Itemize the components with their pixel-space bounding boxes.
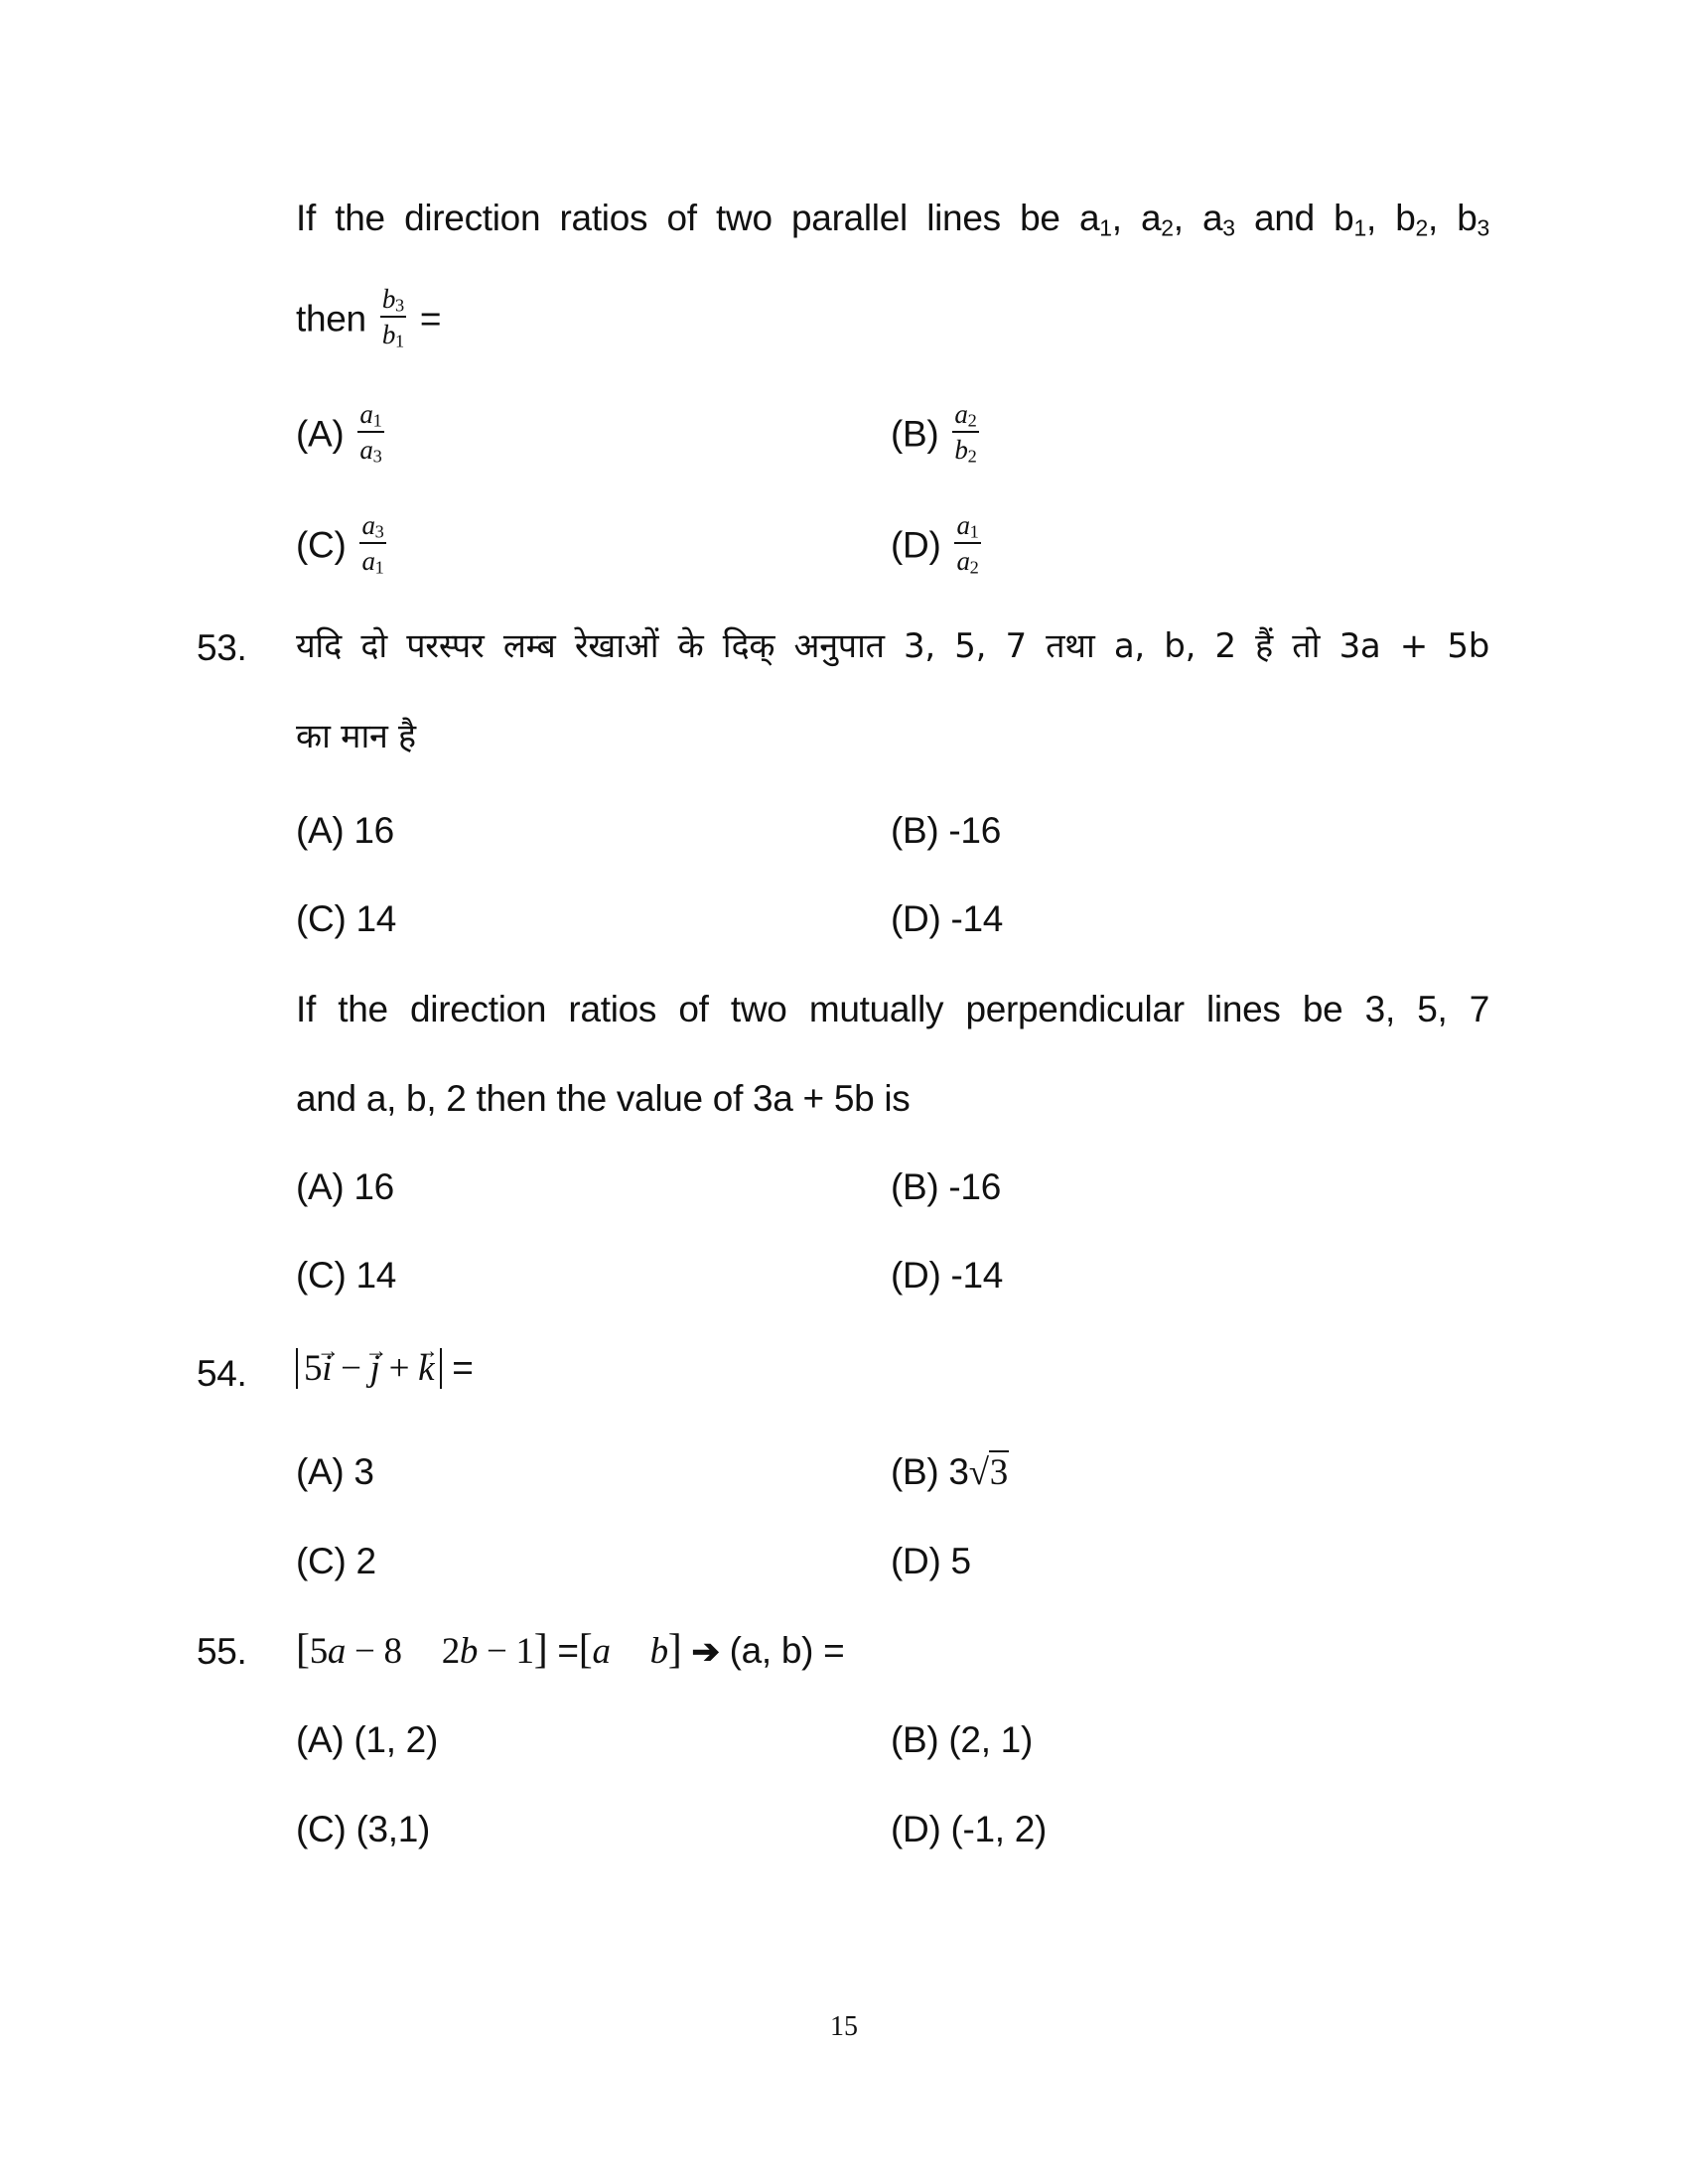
q55-option-c: (C) (3,1) bbox=[296, 1809, 431, 1849]
q53-hindi-option-b: (B) -16 bbox=[891, 810, 1001, 851]
q52-option-d: (D) $\frac{a_1}{a_2}$ bbox=[891, 510, 979, 578]
q52-option-a: (A) $\frac{a_1}{a_3}$ bbox=[296, 399, 382, 467]
q54-option-d: (D) 5 bbox=[891, 1541, 971, 1581]
q52-option-c: (C) $\frac{a_3}{a_1}$ bbox=[296, 510, 384, 578]
q55-expression: [5a − 8 2b − 1] =[a b] ➔ (a, b) = bbox=[296, 1627, 845, 1673]
q55-option-b: (B) (2, 1) bbox=[891, 1719, 1033, 1760]
fraction-b3-over-b1: $\frac{b_3}{b_1}$ bbox=[381, 284, 404, 351]
q55-option-d: (D) (-1, 2) bbox=[891, 1809, 1048, 1849]
q54-option-a: (A) 3 bbox=[296, 1451, 374, 1492]
q52-english-line1: If the direction ratios of two parallel lines be $a_1$, $a_2$, $a_3$ and $b_1$, $b_2$, $b_3$ bbox=[296, 198, 1489, 241]
q53-english-line2: and a, b, 2 then the value of 3a + 5b is bbox=[296, 1078, 911, 1119]
q52-option-b: (B) $\frac{a_2}{b_2}$ bbox=[891, 399, 977, 467]
vector-k: → k bbox=[418, 1350, 434, 1387]
q53-english-line1: If the direction ratios of two mutually perpendicular lines be 3, 5, 7 bbox=[296, 989, 1489, 1029]
q53-english-option-b: (B) -16 bbox=[891, 1166, 1001, 1207]
q53-english-option-c: (C) 14 bbox=[296, 1255, 397, 1296]
q53-english-option-d: (D) -14 bbox=[891, 1255, 1004, 1296]
vector-j: → j bbox=[370, 1350, 380, 1387]
q55-number: 55. bbox=[197, 1631, 247, 1672]
q54-number: 54. bbox=[197, 1353, 247, 1394]
q53-hindi-line1: यदि दो परस्पर लम्ब रेखाओं के दिक् अनुपात 3, 5, 7 तथा a, b, 2 हैं तो 3a + 5b bbox=[296, 626, 1489, 666]
q53-hindi-option-a: (A) 16 bbox=[296, 810, 394, 851]
q55-option-a: (A) (1, 2) bbox=[296, 1719, 438, 1760]
q52-line1-prefix: If the direction ratios of two parallel lines be a bbox=[296, 198, 1100, 238]
q54-option-b: (B) 3√3 bbox=[891, 1451, 1008, 1493]
q53-number: 53. bbox=[197, 627, 247, 668]
q53-hindi-option-c: (C) 14 bbox=[296, 898, 397, 939]
q52-english-line2: then $\frac{b_3}{b_1}$ = bbox=[296, 284, 442, 351]
vector-i: → i bbox=[322, 1350, 332, 1387]
page-number: 15 bbox=[830, 2011, 858, 2042]
magnitude-bars: 5→ i − → j + → k bbox=[296, 1348, 442, 1389]
sqrt-symbol: √3 bbox=[968, 1452, 1008, 1493]
q53-hindi-option-d: (D) -14 bbox=[891, 898, 1004, 939]
arrow-right-icon: ➔ bbox=[691, 1633, 720, 1671]
q54-option-c: (C) 2 bbox=[296, 1541, 376, 1581]
q54-expression: 5→ i − → j + → k = bbox=[296, 1348, 474, 1389]
q53-english-option-a: (A) 16 bbox=[296, 1166, 394, 1207]
q53-hindi-line2: का मान है bbox=[296, 717, 416, 756]
